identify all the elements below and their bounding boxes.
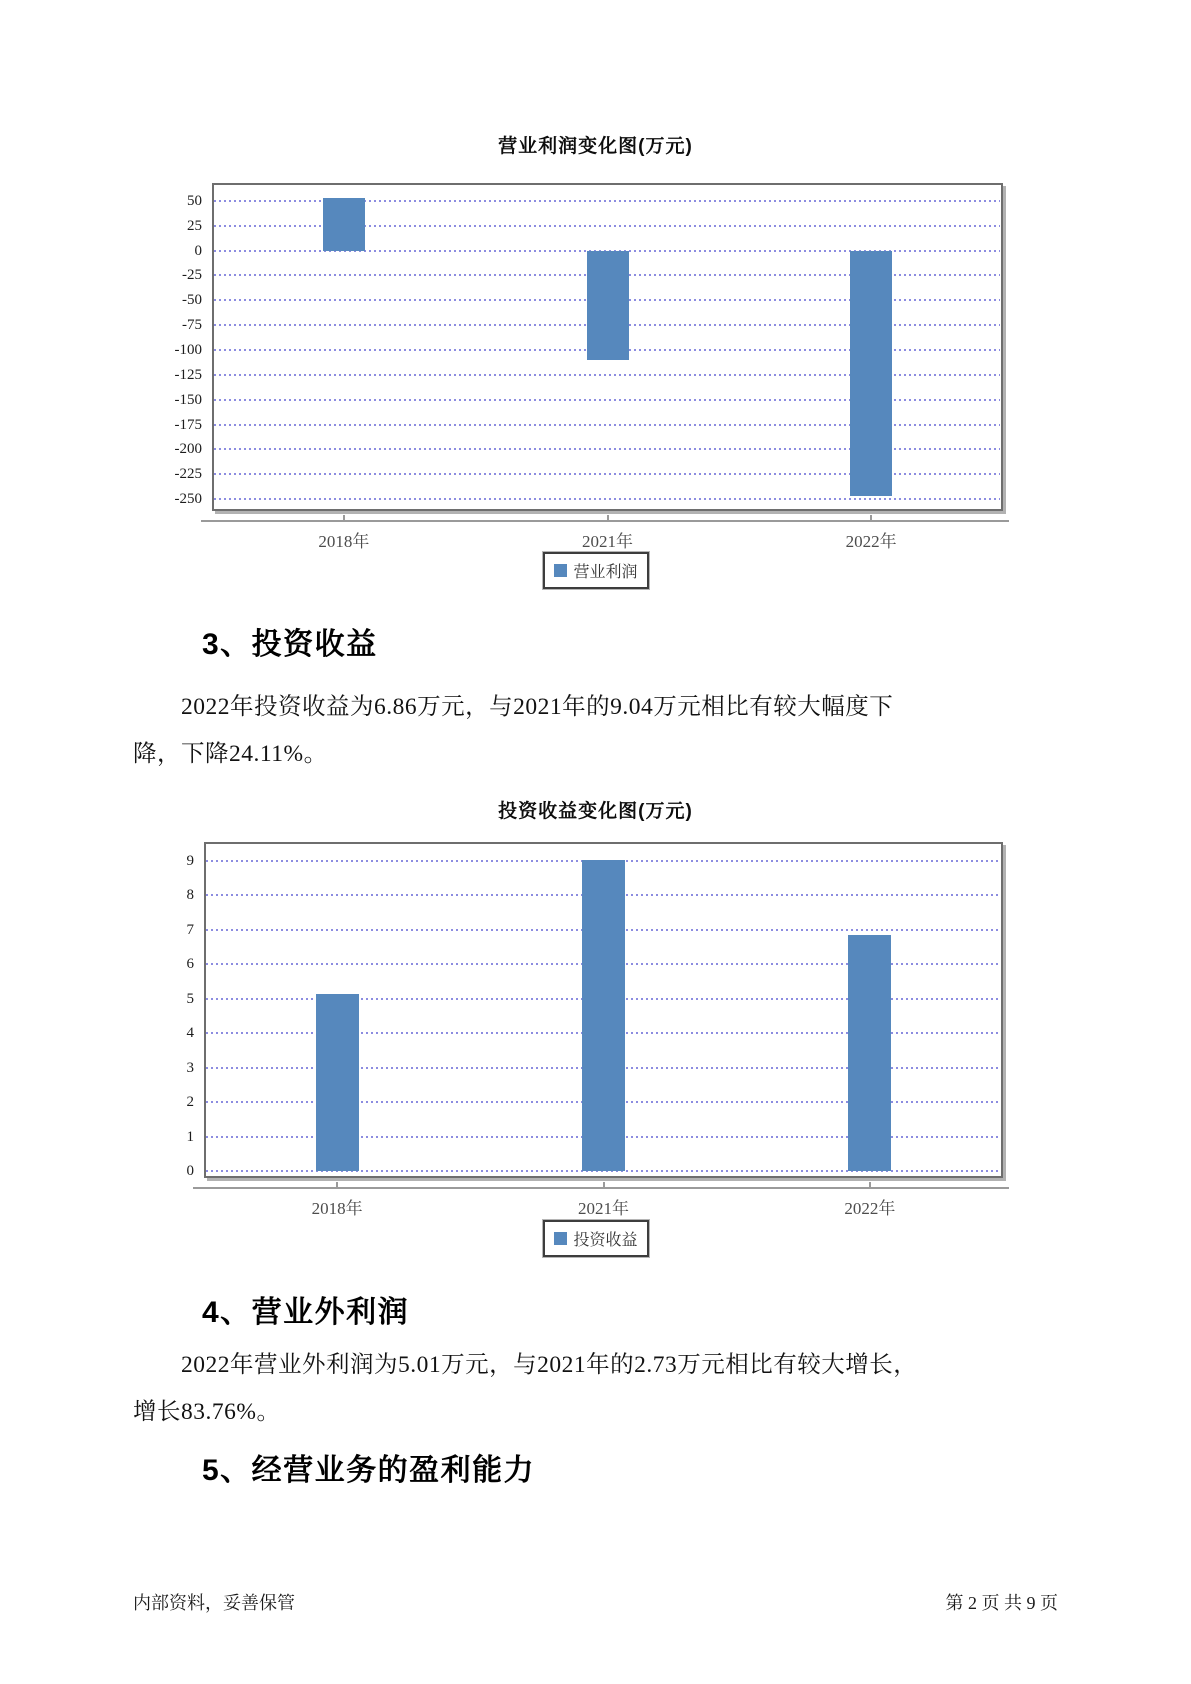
section-heading-4: 4、营业外利润: [202, 1296, 410, 1329]
section-heading-5: 5、经营业务的盈利能力: [202, 1454, 536, 1487]
y-axis-tick-label: -200: [174, 441, 202, 458]
y-axis-tick-label: -100: [174, 341, 202, 358]
x-axis-tick: [336, 1182, 338, 1187]
bar: [323, 198, 365, 251]
y-axis-tick-label: -250: [174, 491, 202, 508]
x-category-label: 2018年: [318, 532, 370, 551]
footer-confidential-note: 内部资料，妥善保管: [133, 1593, 295, 1613]
y-axis-tick-label: -25: [182, 267, 202, 284]
chart-legend: [542, 552, 648, 589]
y-axis-tick-label: 5: [186, 990, 194, 1007]
y-axis-tick-label: 2: [186, 1094, 194, 1111]
bar: [316, 994, 359, 1171]
y-axis-tick-label: 4: [186, 1025, 194, 1042]
y-axis-tick-label: -175: [174, 416, 202, 433]
bar: [587, 251, 629, 360]
section-heading-3: 3、投资收益: [202, 628, 378, 661]
paragraph-line: 降，下降24.11%。: [133, 741, 328, 767]
bar: [850, 251, 892, 497]
x-category-label: 2022年: [844, 1199, 896, 1218]
y-axis-tick-label: 25: [187, 217, 202, 234]
x-category-label: 2022年: [845, 532, 897, 551]
paragraph-line: 增长83.76%。: [133, 1399, 281, 1425]
x-category-label: 2021年: [578, 1199, 629, 1218]
y-axis-tick-label: 0: [186, 1163, 194, 1180]
x-axis-line: [193, 1187, 1009, 1189]
y-axis-tick-label: 0: [194, 242, 202, 259]
y-axis-tick-label: -225: [174, 466, 202, 483]
y-axis-tick-label: -75: [182, 317, 202, 334]
y-axis-tick-label: 50: [187, 192, 202, 209]
bar: [582, 860, 625, 1172]
x-axis-tick: [869, 1182, 871, 1187]
x-category-label: 2021年: [582, 532, 633, 551]
chart-title: 投资收益变化图(万元): [498, 801, 693, 822]
y-axis-tick-label: 3: [186, 1059, 194, 1076]
y-axis-tick-label: 7: [186, 921, 194, 938]
x-axis-tick: [870, 515, 872, 520]
x-axis-tick: [603, 1182, 605, 1187]
chart-title: 营业利润变化图(万元): [498, 136, 693, 157]
bar: [848, 935, 891, 1171]
paragraph-line: 2022年投资收益为6.86万元，与2021年的9.04万元相比有较大幅度下: [181, 694, 894, 720]
y-axis-tick-label: 6: [186, 956, 194, 973]
y-axis-tick-label: 8: [186, 887, 194, 904]
paragraph-line: 2022年营业外利润为5.01万元，与2021年的2.73万元相比有较大增长，: [181, 1352, 918, 1378]
y-axis-tick-label: -125: [174, 366, 202, 383]
y-axis-tick-label: 9: [186, 852, 194, 869]
x-axis-tick: [343, 515, 345, 520]
chart-legend: [542, 1220, 648, 1257]
gridline: [214, 498, 1000, 500]
legend-label: 投资收益: [573, 1232, 638, 1249]
legend-swatch-icon: [553, 1232, 566, 1245]
x-axis-tick: [607, 515, 609, 520]
footer-page-number: 第 2 页 共 9 页: [945, 1593, 1058, 1613]
x-category-label: 2018年: [311, 1199, 363, 1218]
legend-swatch-icon: [553, 564, 566, 577]
x-axis-line: [201, 520, 1009, 522]
y-axis-tick-label: 1: [186, 1128, 194, 1145]
y-axis-tick-label: -50: [182, 292, 202, 309]
legend-label: 营业利润: [573, 564, 638, 581]
y-axis-tick-label: -150: [174, 391, 202, 408]
